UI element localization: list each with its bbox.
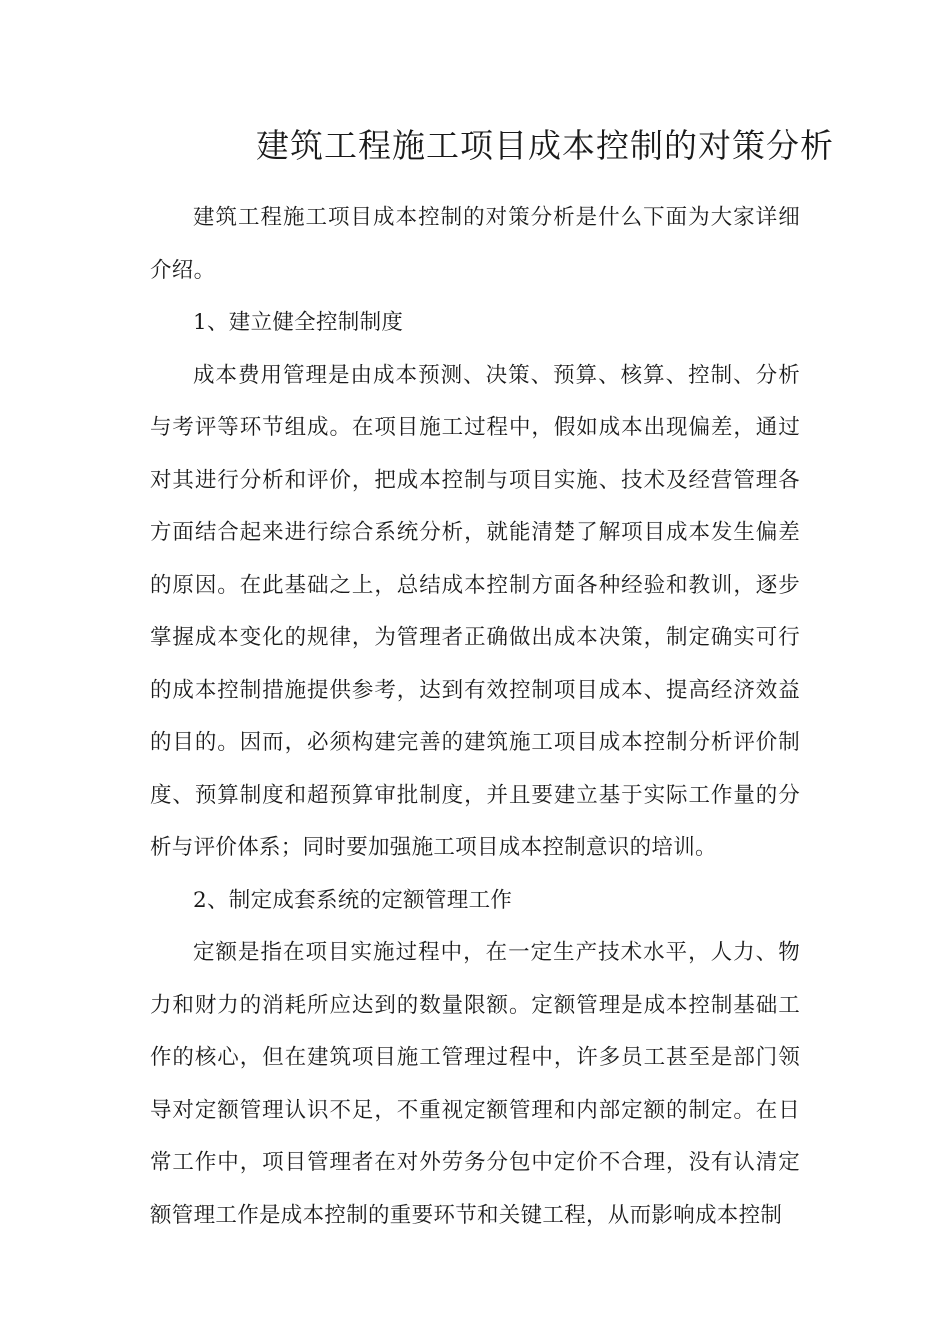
- section-heading-2: 2、制定成套系统的定额管理工作: [193, 887, 513, 913]
- intro-paragraph: 建筑工程施工项目成本控制的对策分析是什么下面为大家详细介绍。: [150, 205, 800, 283]
- section-paragraph-2: 定额是指在项目实施过程中，在一定生产技术水平，人力、物力和财力的消耗所应达到的数量限额。定额管理是成本控制基础工作的核心，但在建筑项目施工管理过程中，许多员工甚至是部门领导对定额管理认识不足，不重视定额管理和内部定额的制定。在日常工作中，项目管理者在对外劳务分包中定价不合理，没有认清定额管理工作是成本控制的重要环节和关键工程，从而影响成本控制: [150, 940, 800, 1228]
- document-title: 建筑工程施工项目成本控制的对策分析: [256, 126, 834, 165]
- section-heading-1: 1、建立健全控制制度: [193, 310, 404, 335]
- section-paragraph-1: 成本费用管理是由成本预测、决策、预算、核算、控制、分析与考评等环节组成。在项目施工过程中，假如成本出现偏差，通过对其进行分析和评价，把成本控制与项目实施、技术及经营管理各方面结合起来进行综合系统分析，就能清楚了解项目成本发生偏差的原因。在此基础之上，总结成本控制方面各种经验和教训，逐步掌握成本变化的规律，为管理者正确做出成本决策，制定确实可行的成本控制措施提供参考，达到有效控制项目成本、提高经济效益的目的。因而，必须构建完善的建筑施工项目成本控制分析评价制度、预算制度和超预算审批制度，并且要建立基于实际工作量的分析与评价体系；同时要加强施工项目成本控制意识的培训。: [150, 362, 800, 860]
- document-body: [150, 192, 800, 1242]
